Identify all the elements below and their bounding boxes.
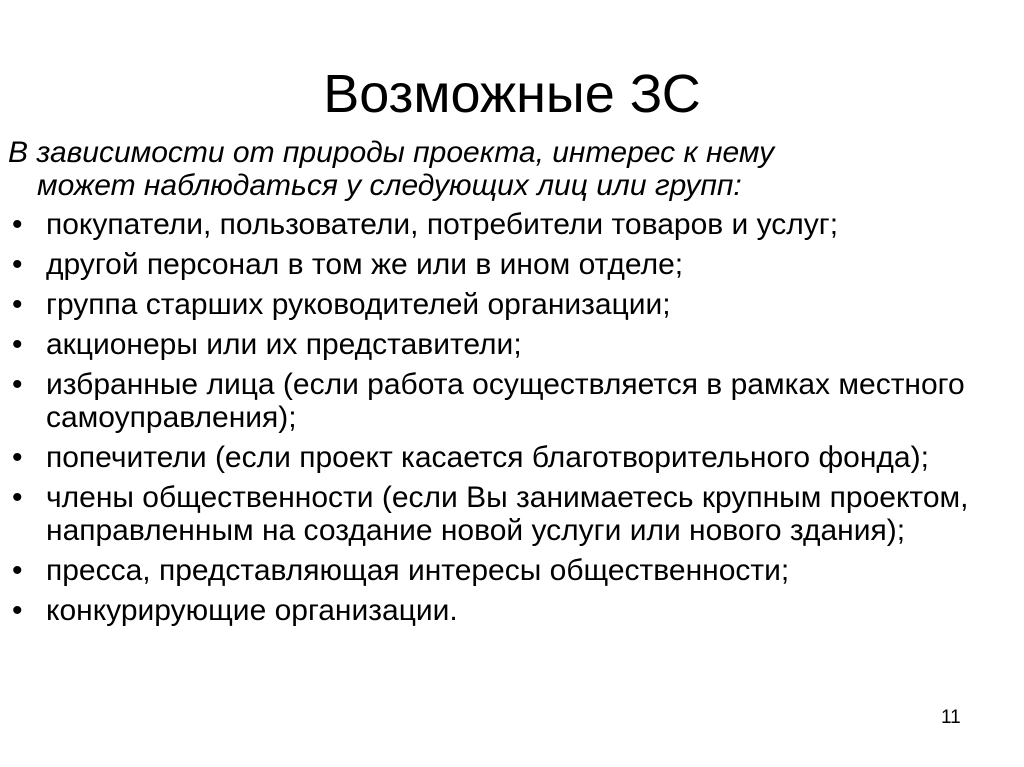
list-item xyxy=(8,288,1008,321)
stakeholder-list xyxy=(8,208,1008,634)
list-item-text: покупатели, пользователи, потребители товаров и услуг; xyxy=(46,208,839,241)
slide-title: Возможные ЗС xyxy=(323,64,701,124)
list-item-text: акционеры или их представители; xyxy=(46,328,522,361)
list-item xyxy=(8,481,1008,547)
bullet-icon: • xyxy=(12,441,23,474)
list-item-text: пресса, представляющая интересы общественности; xyxy=(46,554,790,587)
bullet-icon: • xyxy=(12,208,23,241)
intro-line-2: может наблюдаться у следующих лиц или групп: xyxy=(37,169,742,202)
list-item xyxy=(8,441,1008,474)
page-number: 11 xyxy=(941,707,961,728)
list-item-text: попечители (если проект касается благотворительного фонда); xyxy=(46,441,929,474)
bullet-icon: • xyxy=(12,594,23,627)
intro-line-1: В зависимости от природы проекта, интерес к нему xyxy=(8,136,775,169)
list-item-text: конкурирующие организации. xyxy=(46,594,458,627)
list-item xyxy=(8,248,1008,281)
list-item xyxy=(8,208,1008,241)
list-item xyxy=(8,328,1008,361)
list-item-text: группа старших руководителей организации; xyxy=(46,288,671,321)
bullet-icon: • xyxy=(12,554,23,587)
list-item-text: избранные лица (если работа осуществляется в рамках местного самоуправления); xyxy=(46,368,965,434)
bullet-icon: • xyxy=(12,248,23,281)
list-item-text: другой персонал в том же или в ином отделе; xyxy=(46,248,684,281)
list-item-text: члены общественности (если Вы занимаетесь крупным проектом, направленным на создание новой услуги или нового здания); xyxy=(46,481,969,547)
list-item xyxy=(8,554,1008,587)
bullet-icon: • xyxy=(12,288,23,321)
list-item xyxy=(8,368,1008,434)
list-item xyxy=(8,594,1008,627)
intro-text xyxy=(8,136,1008,202)
bullet-icon: • xyxy=(12,368,23,401)
bullet-icon: • xyxy=(12,481,23,514)
bullet-icon: • xyxy=(12,328,23,361)
